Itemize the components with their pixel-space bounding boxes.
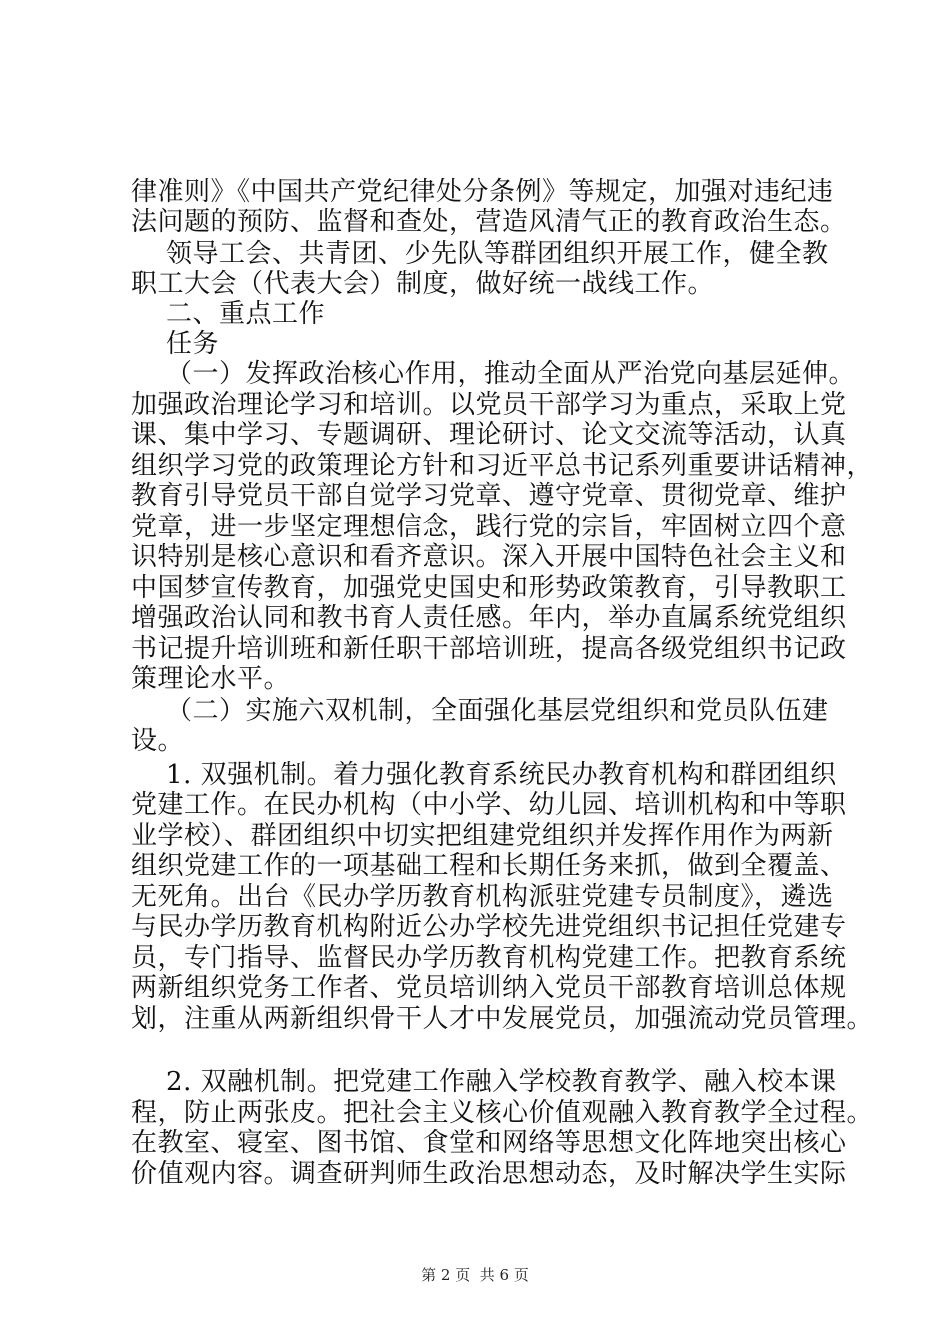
text-line: 业学校）、群团组织中切实把组建党组织并发挥作用作为两新	[131, 821, 834, 851]
text-line: 划，注重从两新组织骨干人才中发展党员，加强流动党员管理。	[131, 1004, 874, 1034]
text-line: 价值观内容。调查研判师生政治思想动态，及时解决学生实际	[131, 1159, 847, 1189]
text-line: 党章，进一步坚定理想信念，践行党的宗旨，牢固树立四个意	[131, 512, 847, 542]
text-line: 职工大会（代表大会）制度，做好统一战线工作。	[131, 269, 715, 299]
text-line: 律准则》《中国共产党纪律处分条例》等规定，加强对违纪违	[131, 177, 834, 207]
text-line: 组织学习党的政策理论方针和习近平总书记系列重要讲话精神，	[131, 451, 874, 481]
text-line: 课、集中学习、专题调研、理论研讨、论文交流等活动，认真	[131, 420, 847, 450]
page-number-footer: 第 2 页 共 6 页	[421, 1266, 529, 1284]
text-line: 员，专门指导、监督民办学历教育机构党建工作。把教育系统	[131, 943, 847, 973]
text-line: 识特别是核心意识和看齐意识。深入开展中国特色社会主义和	[131, 542, 847, 572]
text-line: 组织党建工作的一项基础工程和长期任务来抓，做到全覆盖、	[131, 851, 847, 881]
text-line: 党建工作。在民办机构（中小学、幼儿园、培训机构和中等职	[131, 790, 847, 820]
text-line: 程，防止两张皮。把社会主义核心价值观融入教育教学全过程。	[131, 1098, 874, 1128]
text-line: 设。	[131, 726, 185, 756]
text-line: 增强政治认同和教书育人责任感。年内，举办直属系统党组织	[131, 603, 847, 633]
text-line: （一）发挥政治核心作用，推动全面从严治党向基层延伸。	[131, 359, 856, 389]
text-line: 领导工会、共青团、少先队等群团组织开展工作，健全教	[131, 239, 829, 269]
text-line: 1. 双强机制。着力强化教育系统民办教育机构和群团组织	[131, 760, 837, 790]
text-line: 无死角。出台《民办学历教育机构派驻党建专员制度》，遴选	[131, 882, 834, 912]
section-subheading: 任务	[131, 329, 220, 359]
text-line: （二）实施六双机制，全面强化基层党组织和党员队伍建	[131, 696, 829, 726]
text-line: 中国梦宣传教育，加强党史国史和形势政策教育，引导教职工	[131, 573, 847, 603]
text-line: 策理论水平。	[131, 664, 291, 694]
text-line: 与民办学历教育机构附近公办学校先进党组织书记担任党建专	[131, 912, 847, 942]
text-line: 加强政治理论学习和培训。以党员干部学习为重点，采取上党	[131, 390, 847, 420]
text-line: 两新组织党务工作者、党员培训纳入党员干部教育培训总体规	[131, 973, 847, 1003]
text-line: 教育引导党员干部自觉学习党章、遵守党章、贯彻党章、维护	[131, 481, 847, 511]
section-heading: 二、重点工作	[131, 299, 326, 329]
text-line: 书记提升培训班和新任职干部培训班，提高各级党组织书记政	[131, 634, 847, 664]
text-line: 法问题的预防、监督和查处，营造风清气正的教育政治生态。	[131, 207, 847, 237]
text-line: 2. 双融机制。把党建工作融入学校教育教学、融入校本课	[131, 1067, 837, 1097]
text-line: 在教室、寝室、图书馆、食堂和网络等思想文化阵地突出核心	[131, 1128, 847, 1158]
